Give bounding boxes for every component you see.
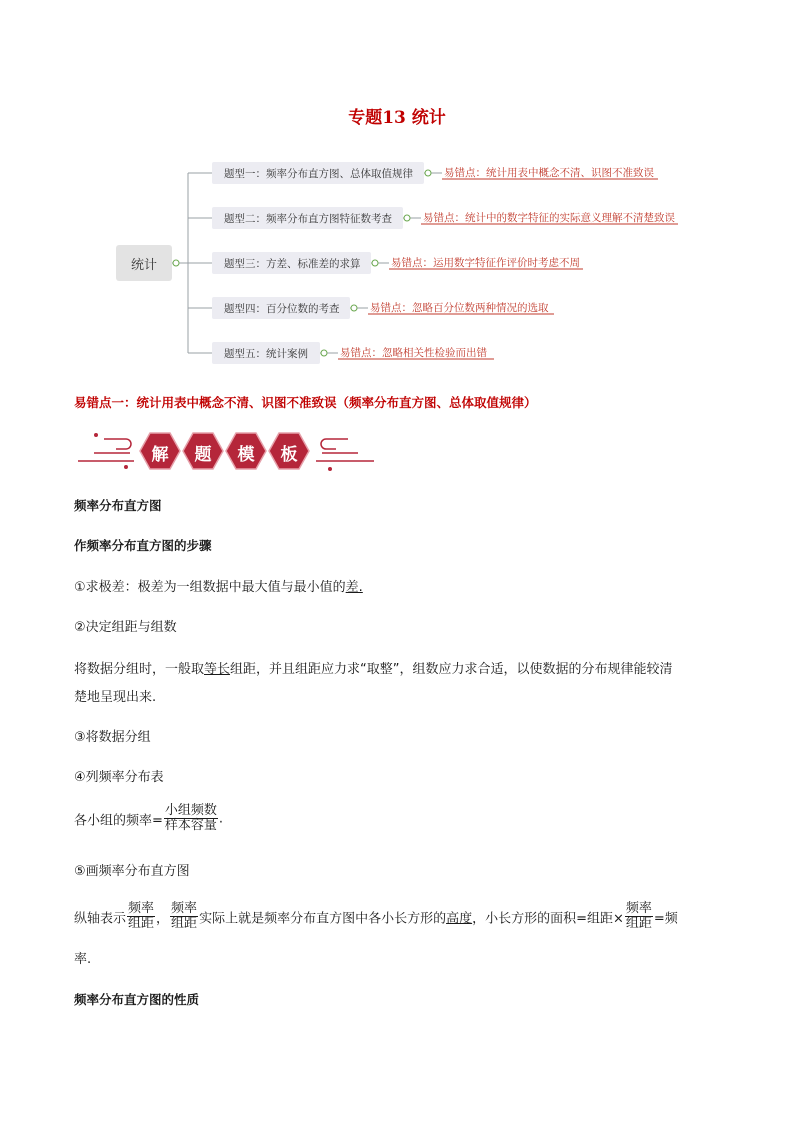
fraction-2-num: 频率 xyxy=(171,901,198,916)
fraction-numerator: 小组频数 xyxy=(164,803,217,818)
formula-lhs: 各小组的频率= xyxy=(74,813,163,829)
mindmap-error-3: 易错点：运用数字特征作评价时考虑不周 xyxy=(391,257,580,269)
vaxis-text-c: ，小长方形的面积=组距× xyxy=(472,911,624,927)
formula-period: . xyxy=(218,811,224,827)
step-2-detail-text-a: 将数据分组时，一般取 xyxy=(74,662,205,677)
step-3: ③将数据分组 xyxy=(74,730,151,745)
step-2-detail-line1 xyxy=(74,658,673,677)
step-2: ②决定组距与组数 xyxy=(74,620,177,635)
banner-solution-template xyxy=(74,425,379,477)
mindmap-error-5: 易错点：忽略相关性检验而出错 xyxy=(340,347,487,359)
page-title: 专题13 统计 xyxy=(348,108,446,128)
mindmap-error-1: 易错点：统计用表中概念不清、识图不准致误 xyxy=(444,167,654,179)
step-1-text: ①求极差：极差为一组数据中最大值与最小值的 xyxy=(74,580,346,595)
step-2-detail-text-b: 组距，并且组距应力求“取整”，组数应力求合适，以使数据的分布规律能较清 xyxy=(230,662,673,677)
fraction-3-num: 频率 xyxy=(625,901,652,916)
frequency-formula xyxy=(74,804,223,834)
heading-properties: 频率分布直方图的性质 xyxy=(74,992,200,1007)
mindmap-root: 统计 xyxy=(116,245,172,281)
mindmap-topic-2: 题型二：频率分布直方图特征数考查 xyxy=(212,207,403,229)
mindmap-error-2: 易错点：统计中的数字特征的实际意义理解不清楚致误 xyxy=(423,212,675,224)
fraction-1-num: 频率 xyxy=(128,901,155,916)
step-1-underline: 差. xyxy=(345,580,363,595)
vaxis-text-d: =频 xyxy=(653,911,678,927)
vaxis-text-b: 实际上就是频率分布直方图中各小长方形的 xyxy=(199,911,447,927)
step-5: ⑤画频率分布直方图 xyxy=(74,864,190,879)
step-2-detail-underline: 等长 xyxy=(204,662,231,677)
fraction-3-den: 组距 xyxy=(625,916,652,932)
fraction-2 xyxy=(170,902,198,932)
heading-histogram: 频率分布直方图 xyxy=(74,498,162,513)
mindmap-topic-1: 题型一：频率分布直方图、总体取值规律 xyxy=(212,162,424,184)
banner-char-4: 板 xyxy=(280,445,298,465)
section-heading: 易错点一：统计用表中概念不清、识图不准致误（频率分布直方图、总体取值规律） xyxy=(74,395,537,410)
fraction-1-den: 组距 xyxy=(128,916,155,932)
vaxis-text-a: 纵轴表示 xyxy=(74,911,127,927)
vaxis-underline-height: 高度 xyxy=(446,911,473,927)
mindmap-error-4: 易错点：忽略百分位数两种情况的选取 xyxy=(370,302,549,314)
fraction-2-den: 组距 xyxy=(171,916,198,932)
fraction-group-freq xyxy=(164,804,218,834)
banner-graphic xyxy=(74,425,379,477)
banner-char-2: 题 xyxy=(194,445,212,465)
vaxis-comma: ， xyxy=(156,911,170,927)
banner-char-3: 模 xyxy=(237,445,255,465)
banner-char-1: 解 xyxy=(151,445,169,465)
mindmap-connectors xyxy=(0,0,794,400)
mindmap-topic-4: 题型四：百分位数的考查 xyxy=(212,297,350,319)
vertical-axis-desc xyxy=(74,902,678,932)
step-1 xyxy=(74,576,363,595)
vertical-axis-desc-line2: 率. xyxy=(74,952,92,967)
fraction-1 xyxy=(127,902,155,932)
step-2-detail-line2: 楚地呈现出来. xyxy=(74,690,157,705)
fraction-denominator: 样本容量 xyxy=(164,818,217,834)
mindmap-topic-3: 题型三：方差、标准差的求算 xyxy=(212,252,371,274)
step-4: ④列频率分布表 xyxy=(74,770,164,785)
heading-steps: 作频率分布直方图的步骤 xyxy=(74,538,212,553)
mindmap-topic-5: 题型五：统计案例 xyxy=(212,342,320,364)
fraction-3 xyxy=(625,902,653,932)
